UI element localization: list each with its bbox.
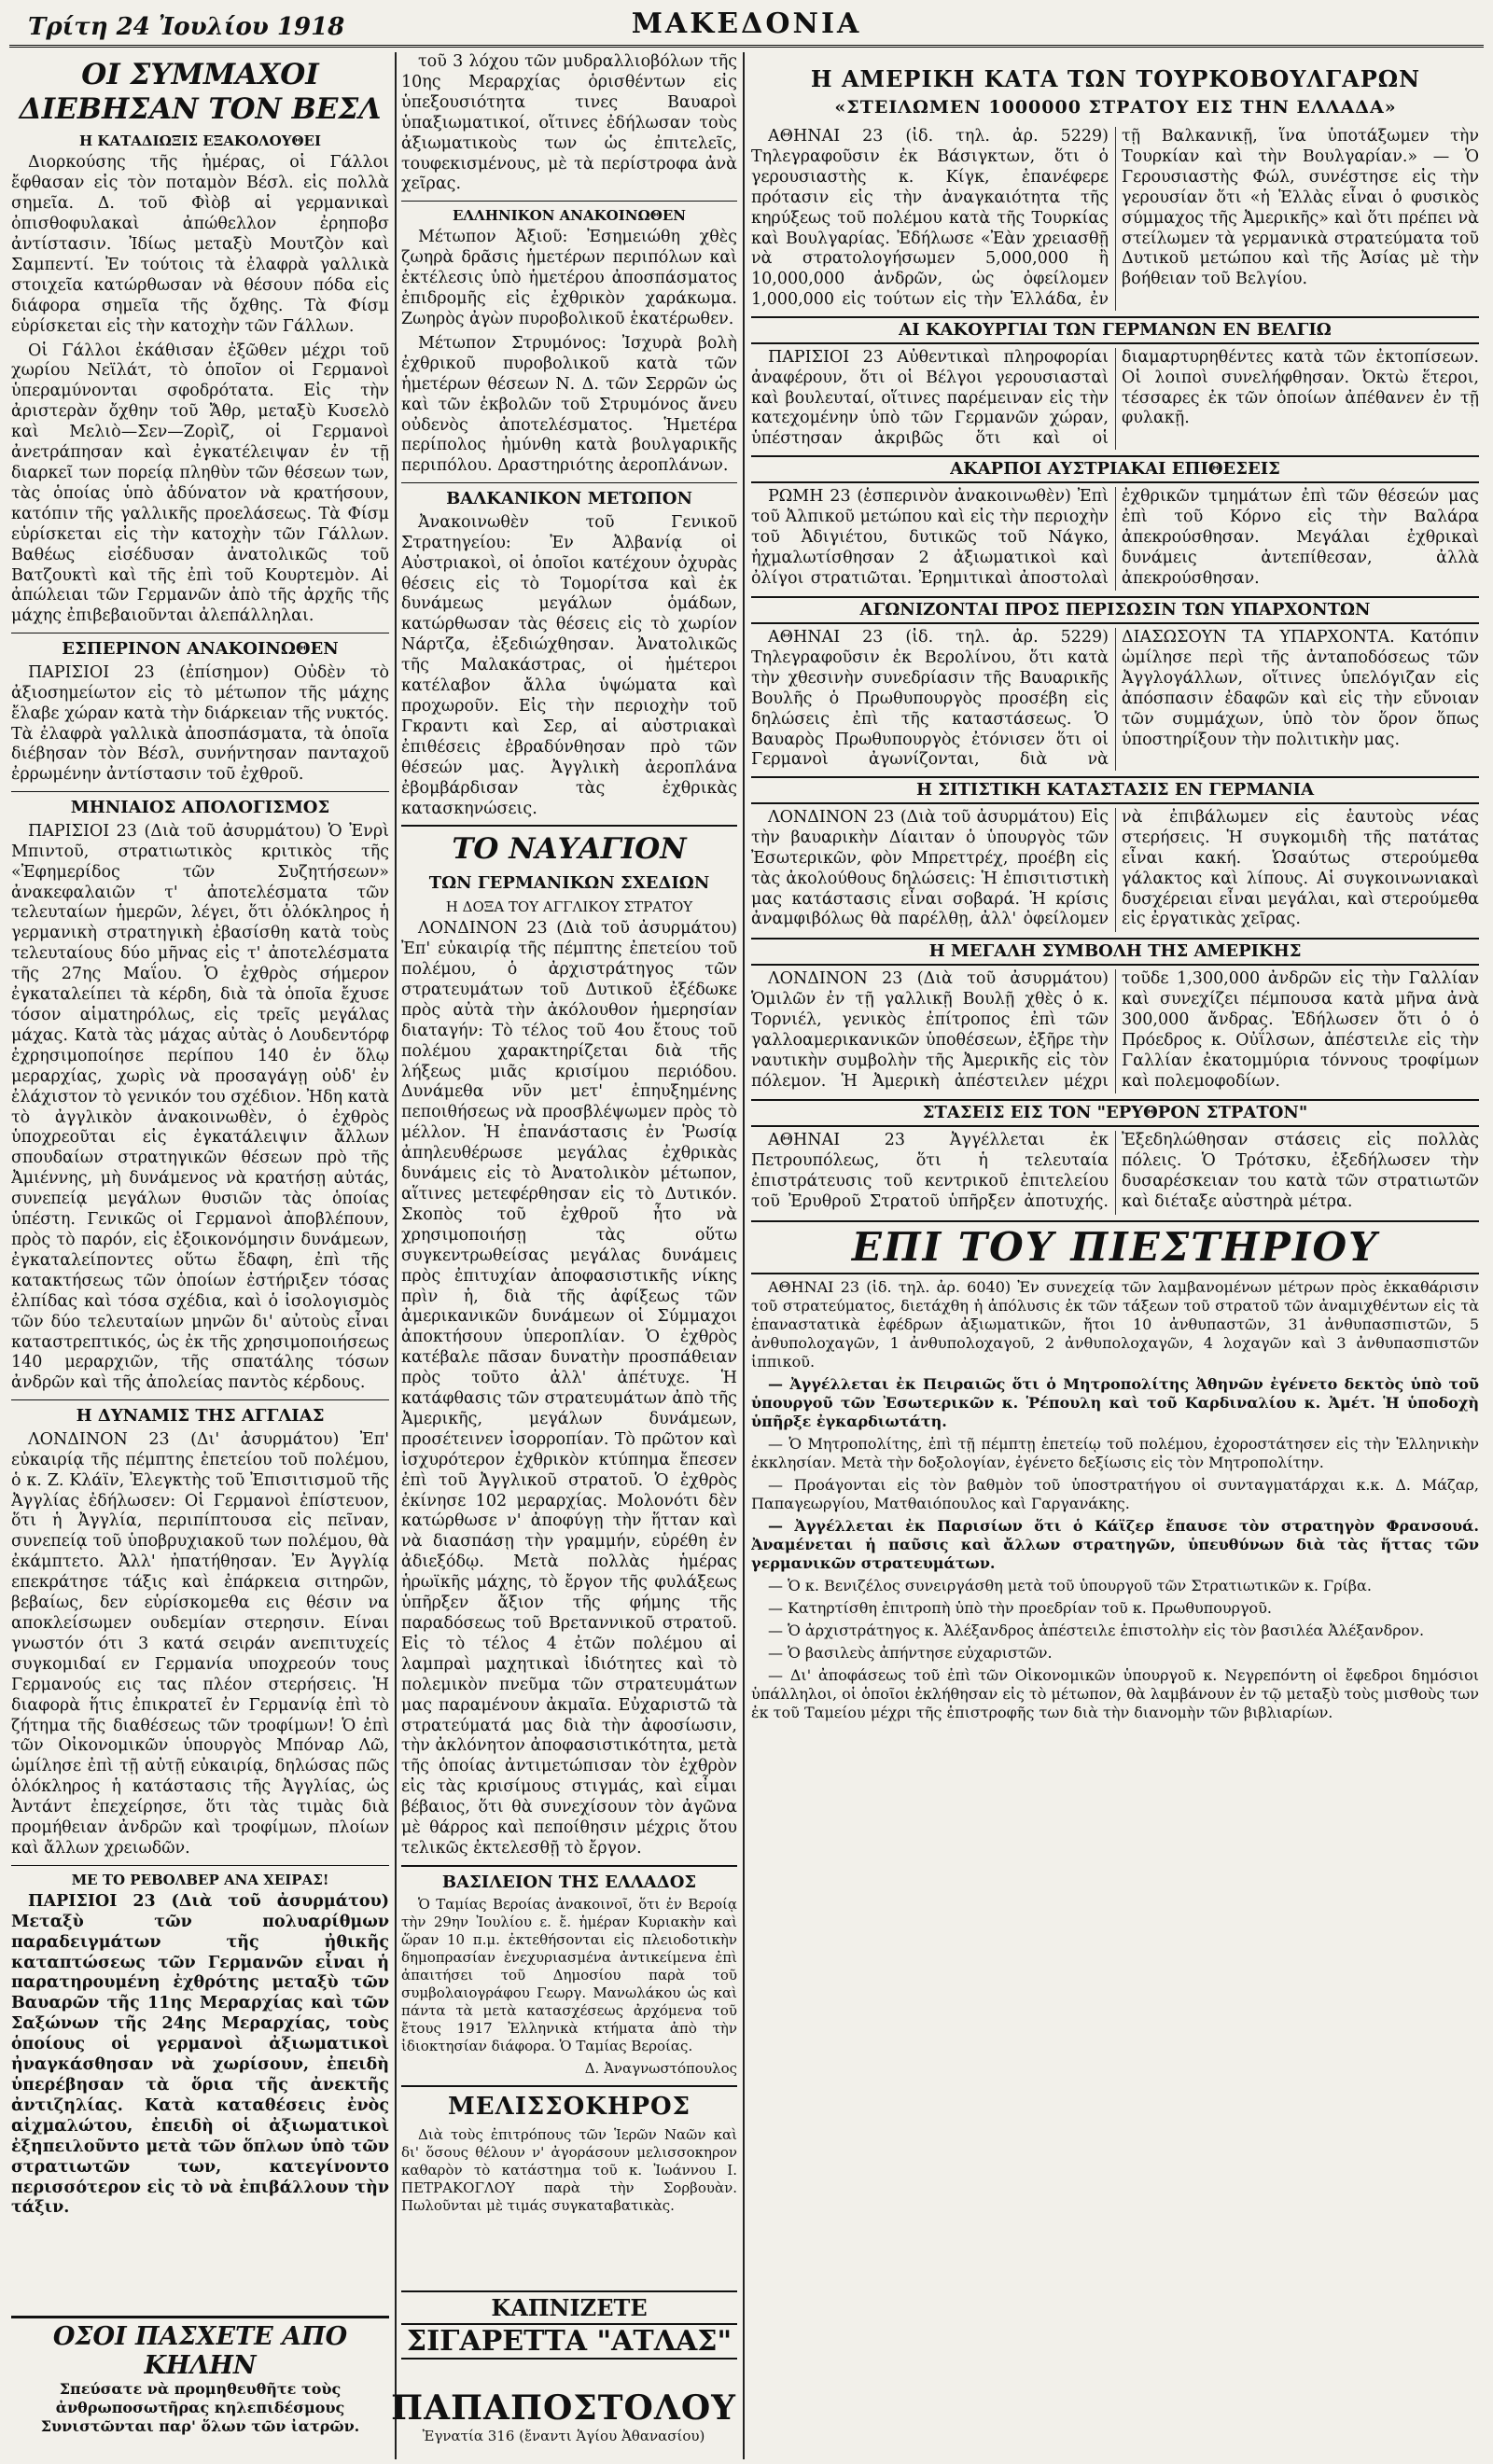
article-paragraph: ΛΟΝΔΙΝΟΝ 23 (Δι' ἀσυρμάτου) Ἐπ' εὐκαιρίᾳ τῆς πέμπτης ἐπετείου τοῦ πολέμου, ὁ κ. Ζ. Κλάϊν, Ἐλεγκτὴς τοῦ Ἐπισιτισμοῦ τῆς Ἀγγλίας ἐδήλωσεν: Οἱ Γερμανοὶ ἐπίστευον, ὅτι ἡ Ἀγγλία, περιπίπτουσα εἰς πεῖναν, συνεπείᾳ τοῦ ὑποβρυχιακοῦ των πολέμου, θὰ ἐκάμπτετο. Ἀλλ' ἠπατήθησαν. Ἐν Ἀγγλίᾳ επεκράτησε τάξις καὶ ἐπάρκεια σιτηρῶν, βεβαίως, δεν εὑρίσκομεθα εις θέσιν να αποκλείσωμεν ουδεμίαν στερησιν. Είναι γνωστόν ότι 3 κατά σειράν ανεπιτυχείς συγκομιδαί εν Γερμανία υποχρεούν τους Γερμανούς εις τας πλέον στερήσεις. Ἡ διαφορὰ ἥτις ἐπικρατεῖ ἐν Γερμανίᾳ ἐπὶ τὸ ζήτημα τῆς διαθέσεως τῶν τροφίμων! Ὁ ἐπὶ τῶν Οἰκονομικῶν ὑπουργὸς Μπόναρ Λῶ, ὡμίλησε ἐπὶ τῇ αὐτῇ εὐκαιρίᾳ, δηλώσας πῶς ὁλόκληρος ἡ κατάστασις τῆς Ἀγγλίας, ὡς Ἀντάντ ἐπεχείρησε, ὅτι τὰς τιμὰς διὰ προμήθειαν ἀνδρῶν καὶ τροφίμων, πλοίων καὶ ἄλλων χρειωδῶν. bbox=[11, 1429, 389, 1858]
article-paragraph: ΡΩΜΗ 23 (ἑσπερινὸν ἀνακοινωθὲν) Ἐπὶ τοῦ Ἀλπικοῦ μετώπου καὶ εἰς τὴν περιοχὴν τοῦ Ἀδιγιέτου, δυτικῶς τοῦ Νάγκο, ἠχμαλωτίσθησαν 2 ἀξιωματικοὶ καὶ ὀλίγοι στρατιῶται. Ἐρημιτικαὶ ἀποστολαὶ ἐχθρικῶν τμημάτων ἐπὶ τῶν θέσεών μας ἐπὶ τοῦ Κόρνο εἰς τὴν Βαλάρα ἀπεκρούσθησαν. Μεγάλαι ἐχθρικαὶ δυνάμεις ἀντεπίθεσαν, ἀλλὰ ἀπεκρούσθησαν. bbox=[751, 486, 1479, 588]
headline-kingdom-greece: ΒΑΣΙΛΕΙΟΝ ΤΗΣ ΕΛΛΑΔΟΣ bbox=[441, 1872, 697, 1892]
headline-evening-report: ΕΣΠΕΡΙΝΟΝ ΑΝΑΚΟΙΝΩΘΕΝ bbox=[62, 639, 339, 660]
headline-red-army: ΣΤΑΣΕΙΣ ΕΙΣ ΤΟΝ "ΕΡΥΘΡΟΝ ΣΤΡΑΤΟΝ" bbox=[751, 1099, 1479, 1127]
news-item: — Ἀγγέλλεται ἐκ Πειραιῶς ὅτι ὁ Μητροπολίτης Ἀθηνῶν ἐγένετο δεκτὸς ὑπὸ τοῦ ὑπουργοῦ τῶν Ἐσωτερικῶν κ. Ῥέπουλη καὶ τοῦ Καρδιναλίου κ. Ἀμέτ. Ἡ ὑποδοχὴ ὑπῆρξε ἐγκαρδιωτάτη. bbox=[751, 1375, 1479, 1431]
headline-press: ΕΠΙ ΤΟΥ ΠΙΕΣΤΗΡΙΟΥ bbox=[751, 1220, 1479, 1274]
article-paragraph: Ἀνακοινωθὲν τοῦ Γενικοῦ Στρατηγείου: Ἐν Ἀλβανίᾳ οἱ Αὐστριακοὶ, οἱ ὁποῖοι κατέχουν ὀχυρὰς θέσεις εἰς τὸ Τομορίτσα καὶ ἐκ δυνάμεως μεγάλων ὁμάδων, κατώρθωσαν τὰς θέσεις εἰς τὸ χωρίον Νάρτζα, ἐξεδιώχθησαν. Ἀνατολικῶς τῆς Μαλακάστρας, οἱ ἡμέτεροι κατέλαβον ἄλλα ὑψώματα καὶ προχωροῦν. Εἰς τὴν περιοχὴν τοῦ Γκραντι καὶ Σερ, αἱ αὐστριακαὶ ἐπιθέσεις ἐβραδύνθησαν πρὸ τῶν θέσεών μας. Ἀγγλικὴ ἀεροπλάνα ἐβομβάρδισαν τὰς ἐχθρικὰς κατασκηνώσεις. bbox=[401, 512, 737, 818]
hernia-ad-title: ΟΣΟΙ ΠΑΣΧΕΤΕ ΑΠΟ ΚΗΛΗΝ bbox=[52, 2322, 348, 2380]
papapostolou-ad bbox=[390, 2388, 737, 2444]
headline-greek-report: ΕΛΛΗΝΙΚΟΝ ΑΝΑΚΟΙΝΩΘΕΝ bbox=[452, 207, 687, 225]
subhead-pursuit: Η ΚΑΤΑΔΙΩΞΙΣ ΕΞΑΚΟΛΟΥΘΕΙ bbox=[79, 132, 321, 150]
subhead-english-army: Η ΔΟΞΑ ΤΟΥ ΑΓΓΛΙΚΟΥ ΣΤΡΑΤΟΥ bbox=[445, 898, 693, 916]
notice-paragraph: Ὁ Ταμίας Βεροίας ἀνακοινοῖ, ὅτι ἐν Βεροίᾳ τὴν 29ην Ἰουλίου ε. ἔ. ἡμέραν Κυριακὴν καὶ ὥραν 10 π.μ. ἐκτεθήσονται εἰς πλειοδοτικὴν δημοπρασίαν ἐνεχυριασμένα ἀντικείμενα ἐπὶ ἀπαιτήσει τοῦ Δημοσίου παρὰ τοῦ συμβολαιογράφου Γεωργ. Μανωλάκου ὡς καὶ πάντα τὰ μετὰ κατασχέσεως ἀρχόμενα τοῦ ἔτους 1917 Ἐλληνικὰ κτήματα ἀπὸ τὴν ἰδιοκτησίαν διάφορα. Ὁ Ταμίας Βεροίας. bbox=[401, 1896, 737, 2055]
ad-atlas: ΣΙΓΑΡΕΤΤΑ "ΑΤΛΑΣ" bbox=[401, 2325, 737, 2360]
ad-address: Ἐγνατία 316 (ἔναντι Ἁγίου Ἀθανασίου) bbox=[422, 2428, 705, 2444]
headline-monthly-review: ΜΗΝΙΑΙΟΣ ΑΠΟΛΟΓΙΣΜΟΣ bbox=[70, 798, 330, 818]
divider bbox=[401, 825, 737, 827]
masthead bbox=[9, 6, 1484, 48]
subhead-german-plans: ΤΩΝ ΓΕΡΜΑΝΙΚΩΝ ΣΧΕΔΙΩΝ bbox=[428, 872, 710, 893]
headline-america-contribution: Η ΜΕΓΑΛΗ ΣΥΜΒΟΛΗ ΤΗΣ ΑΜΕΡΙΚΗΣ bbox=[751, 938, 1479, 966]
news-item: — Δι' ἀποφάσεως τοῦ ἐπὶ τῶν Οἰκονομικῶν ὑπουργοῦ κ. Νεγρεπόντη οἱ ἔφεδροι δημόσιοι ὑπάλληλοι, οἱ ὁποῖοι ἐκλήθησαν εἰς τὸ μέτωπον, θὰ λαμβάνουν ἐν τῷ μεταξὺ τοὺς μισθοὺς των ἐκ τοῦ Ταμείου μέχρι τῆς ἐπιστροφῆς των διὰ τὴν διανομὴν τῶν βιβλιαρίων. bbox=[751, 1666, 1479, 1722]
column-3-4 bbox=[751, 127, 1479, 2459]
issue-date: Τρίτη 24 Ἰουλίου 1918 bbox=[28, 13, 345, 41]
headline-america: Η ΑΜΕΡΙΚΗ ΚΑΤΑ ΤΩΝ ΤΟΥΡΚΟΒΟΥΛΓΑΡΩΝ bbox=[810, 65, 1421, 92]
article-paragraph: Διορκούσης τῆς ἡμέρας, οἱ Γάλλοι ἔφθασαν εἰς τὸν ποταμὸν Βέσλ. εἰς πολλὰ σημεῖα. Δ. τοῦ Φὶὸβ αἱ γερμανικαὶ ὀπισθοφυλακαὶ ἀπώθελλον ἐρηποβσ ἀντίστασιν. Ἰδίως μεταξὺ Μουτζὸν καὶ Σαμπεντί. Ἐν τούτοις τὰ ἐλαφρὰ γαλλικὰ στοιχεῖα κατώρθωσαν νὰ θέσουν πόδα εἰς διάφορα σημεῖα τῆς ὄχθης. Τὰ Φίσμ εὑρίσκεται εἰς τὴν κατοχὴν τῶν Γάλλων. bbox=[11, 153, 389, 336]
news-item: — Ὁ βασιλεὺς ἀπήντησε εὐχαριστῶν. bbox=[768, 1644, 1053, 1663]
article-paragraph: ΠΑΡΙΣΙΟΙ 23 (ἐπίσημον) Οὐδὲν τὸ ἀξιοσημείωτον εἰς τὸ μέτωπον τῆς μάχης ἔλαβε χώραν κατὰ τὴν διάρκειαν τῆς νυκτός. Τὰ ἐλαφρὰ γαλλικὰ ἀποσπάσματα, τὰ ὁποῖα διέβησαν τὸν Βέσλ, συνήντησαν πανταχοῦ ἐρρωμένην ἀντίστασιν τοῦ ἐχθροῦ. bbox=[11, 662, 389, 785]
hernia-ad bbox=[11, 2316, 389, 2436]
article-paragraph: ΛΟΝΔΙΝΟΝ 23 (Διὰ τοῦ ἀσυρμάτου) Ἐπ' εὐκαιρίᾳ τῆς πέμπτης ἐπετείου τοῦ πολέμου, ὁ ἀρχιστράτηγος τῶν στρατευμάτων τοῦ Δυτικοῦ ἐξέδωκε πρὸς αὐτὰ τὴν ἀκόλουθον ἡμερησίαν διαταγήν: Τὸ τέλος τοῦ 4ου ἔτους τοῦ πολέμου χαρακτηρίζεται διὰ τῆς λήξεως μιᾶς κρισίμου περιόδου. Δυνάμεθα νῦν μετ' ἐπηυξημένης πεποιθήσεως νὰ προσβλέψωμεν πρὸς τὸ μέλλον. Ἡ ἐπανάστασις ἐν Ῥωσίᾳ ἀπηλευθέρωσε μεγάλας ἐχθρικὰς δυνάμεις εἰς τὸ Ἀνατολικὸν μέτωπον, αἵτινες μετεφέρθησαν εἰς τὸ Δυτικόν. Σκοπὸς τοῦ ἐχθροῦ ἦτο νὰ χρησιμοποιήσῃ τὰς οὕτω συγκεντρωθείσας μεγάλας δυνάμεις πρὸς ἐπιτυχίαν ἀποφασιστικῆς νίκης πρὶν ἡ, διὰ τῆς ἀφίξεως τῶν ἀμερικανικῶν δυνάμεων οἱ Σύμμαχοι ἀποκτήσουν ὑπεροπλίαν. Ὁ ἐχθρὸς κατέβαλε πᾶσαν δυνατὴν προσπάθειαν πρὸς τοῦτο ἀλλ' ἀπέτυχε. Ἡ κατάφθασις τῶν στρατευμάτων ἀπὸ τῆς Ἀμερικῆς, μεγάλων δυνάμεων, προσέτεινεν ἰσορροπίαν. Τὸ πρῶτον καὶ ἰσχυρότερον ἐχθρικὸν κτύπημα ἔπεσεν ἐπὶ τοῦ Ἀγγλικοῦ στρατοῦ. Ὁ ἐχθρὸς ἐκίνησε 102 μεραρχίας. Μολονότι δὲν κατώρθωσε ν' ἀποφύγῃ τὴν ἥτταν καὶ νὰ διασπάσῃ τὴν γραμμήν, εὑρέθη ἐν ἀδιεξόδῳ. Μετὰ πολλὰς ἡμέρας ἡρωϊκῆς μάχης, τὸ ἔργον τῆς φυλάξεως ὑπῆρξεν ἄξιον τῆς φήμης τῆς παραδόσεως τοῦ Βρεταννικοῦ στρατοῦ. Εἰς τὸ τέλος 4 ἐτῶν πολέμου αἱ λαμπραὶ μαχητικαὶ ἰδιότητες καὶ τὸ πολεμικὸν πνεῦμα τῶν στρατευμάτων μας παραμένουν ἀκμαῖα. Εὐχαριστῶ τὰ στρατεύματά μας διὰ τὴν ἀφοσίωσιν, τὴν ἀκλόνητον ἀποφασιστικότητα, μετὰ τῆς ὁποίας ἀντιμετώπισαν τὸν ἐχθρὸν εἰς τὰς κρισίμους στιγμάς, καὶ εἶμαι βέβαιος, ὅτι θὰ συνεχίσουν τὸν ἀγῶνα μὲ θάρρος καὶ πεποίθησιν μέχρις ὅτου τελικῶς ἐκτελεσθῇ τὸ ἔργον. bbox=[401, 919, 737, 1858]
divider bbox=[401, 482, 737, 483]
article-paragraph: Οἱ Γάλλοι ἐκάθισαν ἐξῶθεν μέχρι τοῦ χωρίου Νεϊλάτ, τὸ ὁποῖον οἱ Γερμανοὶ ὑπεραμύνονται σφοδρότατα. Εἰς τὴν ἀριστερὰν ὄχθην τοῦ Ἄθρ, μεταξὺ Κυσελὸ καὶ Μελιὸ—Σεν—Ζορὶζ, οἱ Γερμανοὶ ἀνετράπησαν καὶ ἐγκατέλειψαν ἐν τῇ διαρκεῖ των πορείᾳ πληθὺν τῶν θέσεων των, τὰς ὁποίας ὑπὸ ἀδύνατον νὰ κρατήσουν, κατόπιν τῆς γαλλικῆς προελάσεως. Τὰ Φίσμ εὑρίσκεται εἰς τὴν κατοχὴν τῶν Γάλλων. Βαθέως εἰσέδυσαν ἀνατολικῶς τοῦ Βατζουκτὶ καὶ τῆς ἐπὶ τοῦ Κουρτεμὸν. Αἱ ἀπώλειαι τῶν Γερμανῶν ἀπὸ τῆς ἀρχῆς τῆς μάχης ἐπιβεβαιοῦνται ἀλεπάλληλαι. bbox=[11, 341, 389, 626]
headline-food-germany: Η ΣΙΤΙΣΤΙΚΗ ΚΑΤΑΣΤΑΣΙΣ ΕΝ ΓΕΡΜΑΝΙΑ bbox=[751, 776, 1479, 804]
article-paragraph: ΠΑΡΙΣΙΟΙ 23 Αὐθεντικαὶ πληροφορίαι ἀναφέρουν, ὅτι οἱ Βέλγοι γερουσιασταὶ καὶ βουλευταί, οἵτινες παρέμειναν εἰς τὴν κατεχομένην ὑπὸ τῶν Γερμανῶν χώραν, ὑπέστησαν ἀκριβῶς ὅτι καὶ οἱ διαμαρτυρηθέντες κατὰ τῶν ἐκτοπίσεων. Οἱ λοιποὶ συνελήφθησαν. Ὀκτὼ ἕτεροι, τέσσαρες ἐκ τῶν ὁποίων ἀπέθανεν ἐν τῇ φυλακῇ. bbox=[751, 347, 1479, 449]
column-rule bbox=[395, 52, 397, 2459]
column-1 bbox=[11, 52, 389, 2459]
article-paragraph: Μέτωπον Στρυμόνος: Ἰσχυρὰ βολὴ ἐχθρικοῦ πυροβολικοῦ κατὰ τῶν ἡμετέρων θέσεων Ν. Δ. τῶν Σερρῶν ὡς καὶ τῶν ἐκβολῶν τοῦ Στρυμόνος ἄνευ οὐδενὸς ἀποτελέσματος. Ἡμετέρα περίπολος ἠμύνθη κατὰ βουλγαρικῆς περιπόλου. Δραστηριότης ἀεροπλάνων. bbox=[401, 333, 737, 476]
headline-shipwreck: ΤΟ ΝΑΥΑΓΙΟΝ bbox=[452, 832, 687, 867]
headline-beeswax: ΜΕΛΙΣΣΟΚΗΡΟΣ bbox=[447, 2093, 691, 2122]
cigarette-ad bbox=[401, 2290, 737, 2360]
subhead-million-army: «ΣΤΕΙΛΩΜΕΝ 1000000 ΣΤΡΑΤΟΥ ΕΙΣ ΤΗΝ ΕΛΛΑΔΑ» bbox=[834, 97, 1397, 118]
headline-preservation: ΑΓΩΝΙΖΟΝΤΑΙ ΠΡΟΣ ΠΕΡΙΣΩΣΙΝ ΤΩΝ ΥΠΑΡΧΟΝΤΩΝ bbox=[751, 596, 1479, 624]
ad-smoke: ΚΑΠΝΙΖΕΤΕ bbox=[401, 2290, 737, 2325]
column-2 bbox=[401, 52, 737, 2287]
divider bbox=[401, 2085, 737, 2087]
column-rule bbox=[743, 52, 745, 2459]
divider bbox=[11, 791, 389, 792]
news-item: — Ὁ Μητροπολίτης, ἐπὶ τῇ πέμπτῃ ἐπετείῳ τοῦ πολέμου, ἐχοροστάτησεν εἰς τὴν Ἑλληνικὴν ἐκκλησίαν. Μετὰ τὴν δοξολογίαν, ἐγένετο δεξίωσις εἰς τὸν Μητροπολίτην. bbox=[751, 1435, 1479, 1472]
article-paragraph: τοῦ 3 λόχου τῶν μυδραλλιοβόλων τῆς 10ης Μεραρχίας ὁρισθέντων εἰς ὑπεξουσιότητα τινες Βαυαροὶ ὑπαξιωματικοί, οἵτινες ἐδήλωσαν τοὺς ἀξιωματικοὺς των ὡς ἐπιτελεῖς, τουφεκισμένους, μὲ τὰ περίστροφα ἀνὰ χεῖρας. bbox=[401, 52, 737, 194]
headline-austrian-attacks: ΑΚΑΡΠΟΙ ΑΥΣΤΡΙΑΚΑΙ ΕΠΙΘΕΣΕΙΣ bbox=[751, 455, 1479, 483]
article-paragraph: ΑΘΗΝΑΙ 23 (ἰδ. τηλ. ἀρ. 5229) Τηλεγραφοῦσιν ἐκ Βάσιγκτων, ὅτι ὁ γερουσιαστὴς κ. Κίγκ, ἐπανέφερε πρότασιν εἰς τὴν ἀναγκαιότητα τῆς κηρύξεως τοῦ πολέμου κατὰ τῆς Τουρκίας καὶ Βουλγαρίας. Ἐδήλωσε «Ἐὰν χρειασθῇ νὰ στρατολογήσωμεν 5,000,000 ἢ 10,000,000 ἀνδρῶν, ὡς ὀφείλομεν 1,000,000 εἰς τούτων εἰς τὴν Ἑλλάδα, ἐν τῇ Βαλκανικῇ, ἵνα ὑποτάξωμεν τὴν Τουρκίαν καὶ τὴν Βουλγαρίαν.» — Ὁ Γερουσιαστὴς Φώλ, συνέστησε εἰς τὴν γερουσίαν ὅτι «ἡ Ἑλλὰς εἶναι ὁ φυσικὸς σύμμαχος τῆς Ἀμερικῆς» καὶ ὅτι πρέπει νὰ στείλωμεν τὰ γερμανικὰ στρατεύματα τοῦ Δυτικοῦ μετώπου καὶ τῆς Ἀσίας μὲ τὴν βοήθειαν τοῦ Βελγίου. bbox=[751, 127, 1479, 310]
press-items bbox=[751, 1278, 1479, 1726]
article-paragraph: ΛΟΝΔΙΝΟΝ 23 (Διὰ τοῦ ἀσυρμάτου) Ὁμιλῶν ἐν τῇ γαλλικῇ Βουλῇ χθὲς ὁ κ. Τορνιέλ, γενικὸς ἐπίτροπος ἐπὶ τῶν γαλλοαμερικανικῶν ὑποθέσεων, ἐξῆρε τὴν ναυτικὴν συμβολὴν τῆς Ἀμερικῆς εἰς τὸν πόλεμον. Ἡ Ἀμερικὴ ἀπέστειλεν μέχρι τοῦδε 1,300,000 ἀνδρῶν εἰς τὴν Γαλλίαν καὶ συνεχίζει πέμπουσα κατὰ μῆνα ἀνὰ 300,000 ἄνδρας. Ἐδήλωσεν ὅτι ὁ ὁ Πρόεδρος κ. Οὐΐλσων, ἀπέστειλε εἰς τὴν Γαλλίαν ἐκατομμύρια τόννους τροφίμων καὶ πολεμοφοδίων. bbox=[751, 968, 1479, 1091]
article-paragraph: Μέτωπον Ἀξιοῦ: Ἐσημειώθη χθὲς ζωηρὰ δρᾶσις ἡμετέρων περιπόλων καὶ ἐκτέλεσις ὑπὸ ἡμετέρου ἀποσπάσματος ἐπιδρομῆς εἰς ἐχθρικὸν χαράκωμα. Ζωηρὸς ἀγὼν πυροβολικοῦ ἑκατέρωθεν. bbox=[401, 228, 737, 328]
ad-papapostolou: ΠΑΠΑΠΟΣΤΟΛΟΥ bbox=[391, 2388, 736, 2428]
divider bbox=[401, 1865, 737, 1867]
article-paragraph: ΠΑΡΙΣΙΟΙ 23 (Διὰ τοῦ ἀσυρμάτου) Μεταξὺ τῶν πολυαρίθμων παραδειγμάτων τῆς ἠθικῆς καταπτώσεως τῶν Γερμανῶν εἶναι ἡ παρατηρουμένη ἐχθρότης μεταξὺ τῶν Βαυαρῶν τῆς 11ης Μεραρχίας καὶ τῶν Σαξώνων τῆς 24ης Μεραρχίας, τοὺς ὁποίους οἱ γερμανοὶ ἀξιωματικοὶ ἠναγκάσθησαν νὰ χωρίσουν, ἐπειδὴ ὑπερέβησαν τὰ ὅρια τῆς ἀνεκτῆς ἀντιζηλίας. Κατὰ καταθέσεις ἐνὸς αἰχμαλώτου, ἐπειδὴ οἱ ἀξιωματικοὶ ἐξηπειλοῦντο μετὰ τῶν ὅπλων ὑπὸ τῶν στρατιωτῶν των, κατεγίνοντο περισσότερον εἰς τὸ νὰ ἐπιβάλλουν τὴν τάξιν. bbox=[11, 1891, 389, 2218]
headline-allies: ΟΙ ΣΥΜΜΑΧΟΙ ΔΙΕΒΗΣΑΝ ΤΟΝ ΒΕΣΛ bbox=[19, 58, 382, 127]
news-item: — Ἀγγέλλεται ἐκ Παρισίων ὅτι ὁ Κάϊζερ ἔπαυσε τὸν στρατηγὸν Φρανσουά. Ἀναμένεται ἡ παῦσις καὶ ἄλλων στρατηγῶν, ὑπευθύνων διὰ τὰς ἥττας τῶν γερμανικῶν στρατευμάτων. bbox=[751, 1517, 1479, 1573]
article-paragraph: ΑΘΗΝΑΙ 23 Ἀγγέλλεται ἐκ Πετρουπόλεως, ὅτι ἡ τελευταία ἐπιστράτευσις τοῦ κεντρικοῦ ἐπιτελείου τοῦ Ἐρυθροῦ Στρατοῦ ὑπῆρξεν ἀποτυχής. Ἐξεδηλώθησαν στάσεις εἰς πολλὰς πόλεις. Ὁ Τρότσκυ, ἐξεδήλωσεν τὴν δυσαρέσκειαν του κατὰ τῶν στρατιωτῶν καὶ διέταξε αὐστηρὰ μέτρα. bbox=[751, 1131, 1479, 1211]
headline-england-strength: Η ΔΥΝΑΜΙΣ ΤΗΣ ΑΓΓΛΙΑΣ bbox=[76, 1406, 325, 1427]
article-paragraph: ΑΘΗΝΑΙ 23 (ἰδ. τηλ. ἀρ. 5229) Τηλεγραφοῦσιν ἐκ Βερολίνου, ὅτι κατὰ τὴν χθεσινὴν συνεδρίασιν τῆς Βαυαρικῆς Βουλῆς ὁ Πρωθυπουργὸς προσέβη εἰς δηλώσεις ἐπὶ τῆς καταστάσεως. Ὁ Βαυαρὸς Πρωθυπουργὸς ἐτόνισεν ὅτι οἱ Γερμανοὶ ἀγωνίζονται, διὰ νὰ ΔΙΑΣΩΣΟΥΝ ΤΑ ΥΠΑΡΧΟΝΤΑ. Κατόπιν ὡμίλησε περὶ τῆς ἀνταποδόσεως τῶν Ἀγγλογάλλων, οἵτινες ὑπελόγιζαν εἰς ἀπόσπασιν ἐδαφῶν καὶ εἰς τὴν εὔνοιαν τῶν συμμάχων, ὑπὸ τὸν ὅρον ὅπως ὑποστηρίξουν τὴν πολιτικὴν μας. bbox=[751, 628, 1479, 770]
headline-balkan-front: ΒΑΛΚΑΝΙΚΟΝ ΜΕΤΩΠΟΝ bbox=[446, 489, 692, 509]
headline-belgium: ΑΙ ΚΑΚΟΥΡΓΙΑΙ ΤΩΝ ΓΕΡΜΑΝΩΝ ΕΝ ΒΕΛΓΙΩ bbox=[751, 316, 1479, 344]
news-item: — Ὁ ἀρχιστράτηγος κ. Ἀλέξανδρος ἀπέστειλε ἐπιστολὴν εἰς τὸν βασιλέα Ἀλέξανδρον. bbox=[768, 1622, 1425, 1640]
beeswax-ad-text: Διὰ τοὺς ἐπιτρόπους τῶν Ἱερῶν Ναῶν καὶ δι' ὅσους θέλουν ν' ἀγοράσουν μελισσοκηρον καθαρὸν τὸ κατάστημα τοῦ κ. Ἰωάννου Ι. ΠΕΤΡΑΚΟΓΛΟΥ παρὰ τὴν Σορβουὰν. Πωλοῦνται μὲ τιμάς συγκαταβατικὰς. bbox=[401, 2125, 737, 2214]
news-item: — Κατηρτίσθη ἐπιτροπὴ ὑπὸ τὴν προεδρίαν τοῦ κ. Πρωθυπουργοῦ. bbox=[768, 1599, 1272, 1618]
divider bbox=[11, 1399, 389, 1400]
hernia-ad-text: Σπεύσατε νὰ προμηθευθῆτε τοὺς ἀνθρωποσωτῆρας κηλεπιδέσμους Συνιστῶνται παρ' ὅλων τῶν ἰατρῶν. bbox=[40, 2380, 360, 2435]
article-paragraph: ΠΑΡΙΣΙΟΙ 23 (Διὰ τοῦ ἀσυρμάτου) Ὁ Ἐνρὶ Μπιντοῦ, στρατιωτικὸς κριτικὸς τῆς «Ἐφημερίδος τῶν Συζητήσεων» ἀνακεφαλαιῶν τ' ἀποτελέσματα τῶν τελευταίων ἡμερῶν, λέγει, ὅτι ὁλόκληρος ἡ γερμανικὴ στρατηγικὴ ἐβασίσθη κατὰ τοὺς τελευταίους δύο μῆνας εἰς τ' ἀποτελέσματα τῆς 27ης Μαΐου. Ὁ ἐχθρὸς σήμερον ἐγκαταλείπει τὰ κέρδη, διὰ τὰ ὁποῖα ἔχυσε τόσον αἱματηρόλως, εἰς τρεῖς μεγάλας μάχας. Κατὰ τὰς μάχας αὐτὰς ὁ Λουδεντόρφ ἐχρησιμοποίησε περίπου 140 ἐν ὅλῳ μεραρχίας, χωρὶς νὰ προσαγάγῃ οὐδ' ἐν ἐλάχιστον τὸ γενικόν του σχέδιον. Ἠδη κατὰ τὸ ἀγγλικὸν ἀνακοινωθὲν, ὁ ἐχθρὸς ὑποχρεοῦται εἰς ἐγκατάλειψιν ἄλλων σπουδαίων στρατηγικῶν θέσεων πρὸ τῆς Ἀμιέννης, μὴ δυνάμενος νὰ κρατήσῃ αὐτάς, συνεπείᾳ μεγάλων θυσιῶν τὰς ὁποίας ὑπέστη. Γενικῶς οἱ Γερμανοὶ ἀποβλέπουν, πρὸς τὸ παρόν, εἰς ἐξοικονόμησιν δυνάμεων, ἐγκαταλείποντες οὕτω ἔδαφη, ἐπὶ τῆς κατακτήσεως τῶν ὁποίων ἐστήριξεν τόσας ἐλπίδας καὶ τόσα σχέδια, καὶ ὁ ἰσολογισμὸς τῶν δύο τελευταίων μηνῶν δι' αὐτοὺς εἶναι καταστρεπτικός, ὡς ἐκ τῆς χρησιμοποιήσεως 140 μεραρχιῶν, τῆς σπατάλης τόσων ἀνδρῶν καὶ τῆς ἀπολείας παντὸς κέρδους. bbox=[11, 821, 389, 1393]
article-paragraph: ΛΟΝΔΙΝΟΝ 23 (Διὰ τοῦ ἀσυρμάτου) Εἰς τὴν βαυαρικὴν Δίαιταν ὁ ὑπουργὸς τῶν Ἐσωτερικῶν, φὸν Μπρεττρέχ, προέβη εἰς τὰς ἀκολούθους δηλώσεις: Ἡ ἐπισιτιστικὴ μας κατάστασις εἶναι σοβαρά. Ἡ κρίσις ἀναμφιβόλως θὰ παρέλθῃ, ἀλλ' ὀφείλομεν νὰ ἐπιβάλωμεν εἰς ἑαυτοὺς νέας στερήσεις. Ἡ συγκομιδὴ τῆς πατάτας εἶναι κακή. Ὡσαύτως στερούμεθα γάλακτος καὶ λίπους. Αἱ συγκοινωνιακαὶ δυσχέρειαι εἶναι μεγάλαι, καὶ στερούμεθα εἰς ἐργατικὰς χεῖρας. bbox=[751, 807, 1479, 929]
notice-signature: Δ. Ἀναγνωστόπουλος bbox=[584, 2060, 737, 2078]
newspaper-title: ΜΑΚΕΔΟΝΙΑ bbox=[631, 7, 862, 40]
headline-revolver: ΜΕ ΤΟ ΡΕΒΟΛΒΕΡ ΑΝΑ ΧΕΙΡΑΣ! bbox=[71, 1871, 329, 1888]
news-item: — Προάγονται εἰς τὸν βαθμὸν τοῦ ὑποστρατήγου οἱ συνταγματάρχαι κ.κ. Δ. Μάζαρ, Παπαγεωργίου, Ματθαιόπουλος καὶ Γαργανάκης. bbox=[751, 1476, 1479, 1513]
divider bbox=[11, 1865, 389, 1866]
news-item: — Ὁ κ. Βενιζέλος συνειργάσθη μετὰ τοῦ ὑπουργοῦ τῶν Στρατιωτικῶν κ. Γρίβα. bbox=[768, 1577, 1372, 1595]
divider bbox=[401, 201, 737, 202]
news-item: ΑΘΗΝΑΙ 23 (ἰδ. τηλ. ἀρ. 6040) Ἐν συνεχείᾳ τῶν λαμβανομένων μέτρων πρὸς ἐκκαθάρισιν τοῦ στρατεύματος, διετάχθη ἡ ἀπόλυσις ἐκ τῶν τάξεων τοῦ στρατοῦ τῶν ἀναμιχθέντων εἰς τὰ ἐπαναστατικὰ ἐφέδρων ἀξιωματικῶν, ἤτοι 10 ἀνθυπαστῶν, 31 ἀνθυπασπιστῶν, 5 ἀνθυπολοχαγῶν, 1 ἀνθυπολοχαγοῦ, 2 ἀνθυπολοχαγῶν, 4 λοχαγῶν καὶ 3 ἀνθυπασπιστῶν ἱππικοῦ. bbox=[751, 1278, 1479, 1371]
